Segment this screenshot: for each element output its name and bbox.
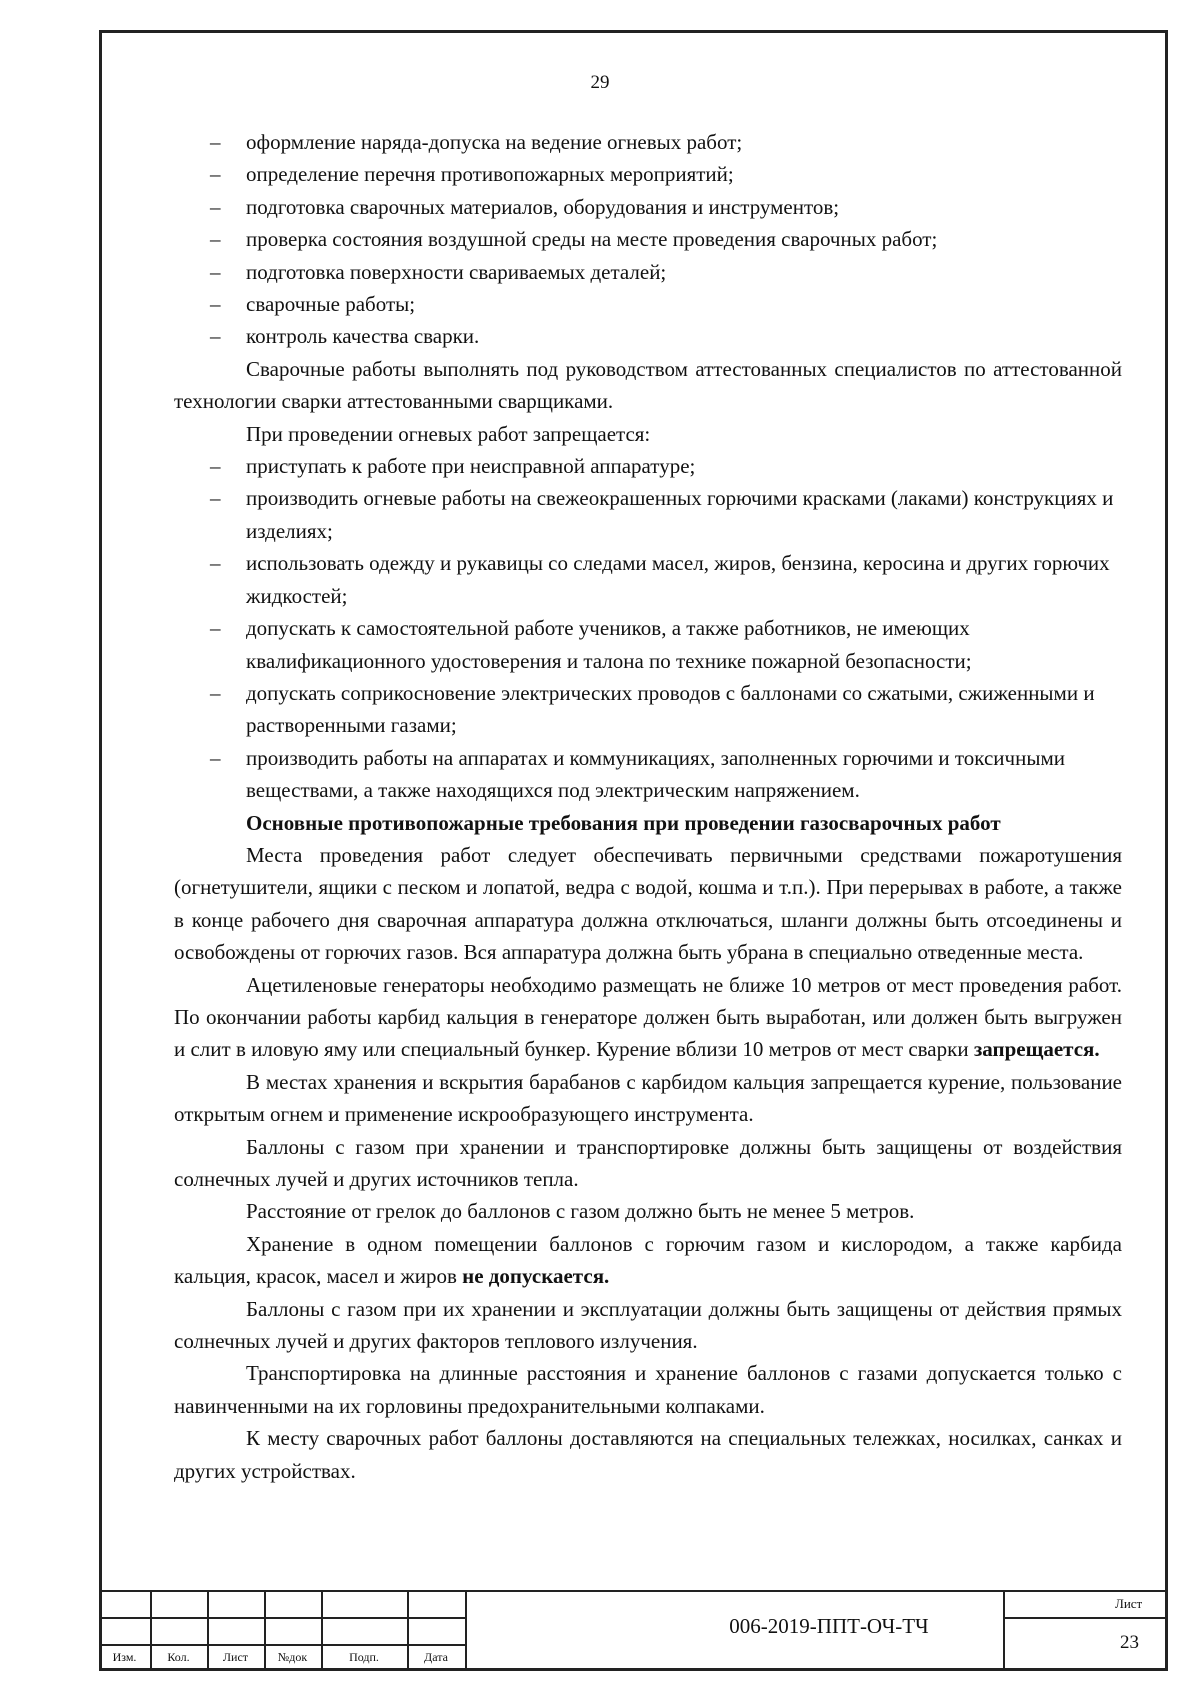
paragraph: При проведении огневых работ запрещается:	[246, 421, 651, 446]
paragraph: Баллоны с газом при их хранении и эксплуатации должны быть защищены от действия прямых солнечных лучей и других факторов теплового излучения.	[174, 1296, 1122, 1354]
paragraph: К месту сварочных работ баллоны доставляются на специальных тележках, носилках, санках и других устройствах.	[174, 1426, 1122, 1483]
stamp-label-sheet: Лист	[222, 1650, 249, 1664]
list-item: – допускать к самостоятельной работе учеников, а также работников, не имеющих квалификационного удостоверения и талона по технике пожарной безопасности;	[210, 616, 972, 673]
sheet-label: Лист	[1115, 1596, 1143, 1611]
list-item: – сварочные работы;	[210, 292, 416, 317]
paragraph: В местах хранения и вскрытия барабанов с карбидом кальция запрещается курение, пользование открытым огнем и применение искрообразующего инструмента.	[174, 1069, 1122, 1127]
paragraph: Хранение в одном помещении баллонов с горючим газом и кислородом, а также карбида кальция, красок, масел и жиров не допускается.	[174, 1231, 1122, 1289]
bold-text: не допускается.	[462, 1264, 610, 1289]
list-item: – определение перечня противопожарных мероприятий;	[210, 162, 734, 187]
list-item: – подготовка сварочных материалов, оборудования и инструментов;	[210, 194, 840, 219]
list-item: – оформление наряда-допуска на ведение огневых работ;	[210, 130, 743, 154]
list-item: – контроль качества сварки.	[210, 324, 480, 349]
paragraph: Сварочные работы выполнять под руководством аттестованных специалистов по аттестованной технологии сварки аттестованными сварщиками.	[174, 356, 1122, 414]
sheet-number: 23	[1120, 1632, 1139, 1653]
list-item: – использовать одежду и рукавицы со следами масел, жиров, бензина, керосина и других горючих жидкостей;	[210, 551, 1110, 608]
stamp-label-date: Дата	[424, 1650, 448, 1664]
section-heading: Основные противопожарные требования при проведении газосварочных работ	[246, 810, 1001, 835]
bold-text: запрещается.	[973, 1037, 1100, 1062]
paragraph: Расстояние от грелок до баллонов с газом должно быть не менее 5 метров.	[246, 1199, 915, 1224]
page-number: 29	[590, 72, 610, 93]
list-item: – производить огневые работы на свежеокрашенных горючими красками (лаками) конструкциях и изделиях;	[210, 486, 1114, 543]
list-item: – допускать соприкосновение электрических проводов с баллонами со сжатыми, сжиженными и растворенными газами;	[210, 680, 1095, 738]
list-item: – приступать к работе при неисправной аппаратуре;	[210, 454, 696, 479]
list-item: – проверка состояния воздушной среды на месте проведения сварочных работ;	[210, 227, 938, 252]
bullet-list-2	[174, 450, 1122, 806]
stamp-label-docnum: №док	[277, 1650, 308, 1664]
stamp-label-change: Изм.	[112, 1650, 137, 1664]
title-block	[99, 1590, 1168, 1671]
list-item: – производить работы на аппаратах и коммуникациях, заполненных горючими и токсичными веществами, а также находящихся под электрическим напряжением.	[210, 745, 1065, 803]
paragraph: Транспортировка на длинные расстояния и хранение баллонов с газами допускается только с навинченными на их горловины предохранительными колпаками.	[174, 1361, 1122, 1418]
bullet-list-1	[174, 126, 1122, 353]
paragraph: Места проведения работ следует обеспечивать первичными средствами пожаротушения (огнетушители, ящики с песком и лопатой, ведра с водой, кошма и т.п.). При перерывах в работе, а также в конце рабочего дня сварочная аппаратура должна отключаться, шланги должны быть отсоединены и освобождены от горючих газов. Вся аппаратура должна быть убрана в специально отведенные места.	[174, 842, 1122, 965]
paragraph: Баллоны с газом при хранении и транспортировке должны быть защищены от воздействия солнечных лучей и других источников тепла.	[174, 1134, 1122, 1191]
stamp-label-signature: Подп.	[349, 1650, 379, 1664]
stamp-label-count: Кол.	[167, 1650, 190, 1664]
document-body	[174, 126, 1122, 1487]
document-code: 006-2019-ППТ-ОЧ-ТЧ	[729, 1614, 929, 1638]
list-item: – подготовка поверхности свариваемых деталей;	[210, 259, 667, 284]
paragraph: Ацетиленовые генераторы необходимо размещать не ближе 10 метров от мест проведения работ. По окончании работы карбид кальция в генераторе должен быть выработан, или должен быть выгружен и слит в иловую яму или специальный бункер. Курение вблизи 10 метров от мест сварки запрещается.	[174, 972, 1122, 1062]
